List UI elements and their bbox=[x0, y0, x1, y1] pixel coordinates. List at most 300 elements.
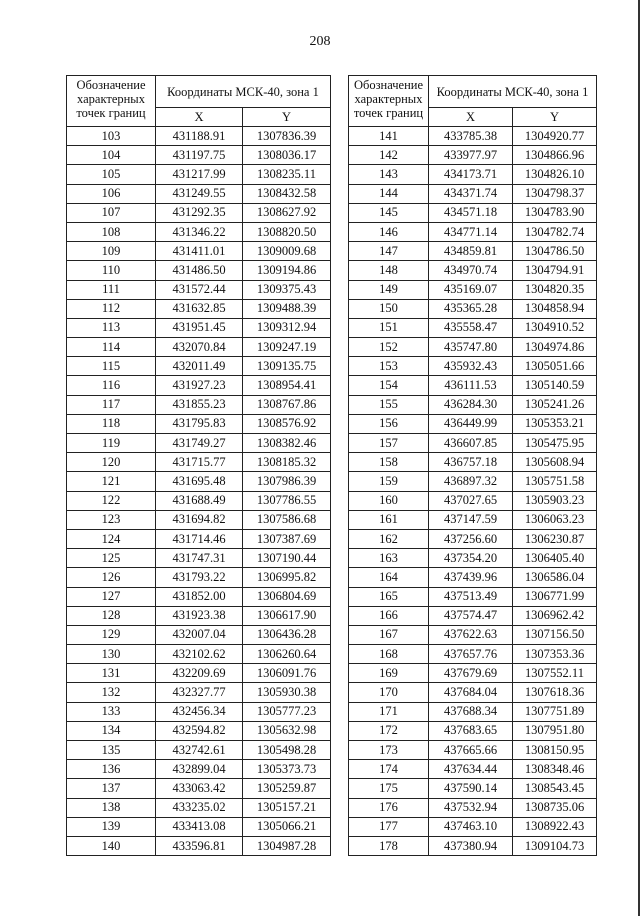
y-coordinate-cell: 1308543.45 bbox=[513, 779, 597, 798]
x-coordinate-cell: 434173.71 bbox=[429, 165, 513, 184]
point-number-cell: 154 bbox=[349, 376, 429, 395]
x-coordinate-cell: 432742.61 bbox=[156, 741, 243, 760]
table-row bbox=[349, 414, 597, 433]
point-number-cell: 116 bbox=[67, 376, 156, 395]
y-coordinate-cell: 1304910.52 bbox=[513, 318, 597, 337]
point-number-cell: 137 bbox=[67, 779, 156, 798]
table-row bbox=[67, 434, 331, 453]
table-row bbox=[349, 836, 597, 855]
table-row bbox=[67, 798, 331, 817]
point-number-cell: 170 bbox=[349, 683, 429, 702]
point-number-cell: 115 bbox=[67, 357, 156, 376]
y-coordinate-cell: 1305777.23 bbox=[243, 702, 331, 721]
table-row bbox=[67, 721, 331, 740]
y-coordinate-cell: 1308922.43 bbox=[513, 817, 597, 836]
table-row bbox=[67, 683, 331, 702]
y-coordinate-cell: 1306962.42 bbox=[513, 606, 597, 625]
x-coordinate-cell: 437439.96 bbox=[429, 568, 513, 587]
point-number-cell: 105 bbox=[67, 165, 156, 184]
y-coordinate-cell: 1305066.21 bbox=[243, 817, 331, 836]
y-coordinate-cell: 1305051.66 bbox=[513, 357, 597, 376]
y-coordinate-cell: 1305157.21 bbox=[243, 798, 331, 817]
x-coordinate-cell: 431632.85 bbox=[156, 299, 243, 318]
point-number-cell: 121 bbox=[67, 472, 156, 491]
point-number-cell: 122 bbox=[67, 491, 156, 510]
point-number-cell: 155 bbox=[349, 395, 429, 414]
x-coordinate-cell: 432070.84 bbox=[156, 338, 243, 357]
y-coordinate-cell: 1309312.94 bbox=[243, 318, 331, 337]
x-coordinate-cell: 437684.04 bbox=[429, 683, 513, 702]
x-coordinate-cell: 431852.00 bbox=[156, 587, 243, 606]
table-row bbox=[349, 529, 597, 548]
point-number-cell: 134 bbox=[67, 721, 156, 740]
x-coordinate-cell: 437256.60 bbox=[429, 529, 513, 548]
point-number-cell: 149 bbox=[349, 280, 429, 299]
point-designation-header: Обозначение характерных точек границ bbox=[349, 76, 429, 127]
table-row bbox=[67, 261, 331, 280]
y-coordinate-cell: 1306804.69 bbox=[243, 587, 331, 606]
table-row bbox=[67, 165, 331, 184]
x-coordinate-cell: 437354.20 bbox=[429, 549, 513, 568]
point-number-cell: 162 bbox=[349, 529, 429, 548]
x-coordinate-cell: 433596.81 bbox=[156, 836, 243, 855]
point-number-cell: 136 bbox=[67, 760, 156, 779]
x-coordinate-cell: 431793.22 bbox=[156, 568, 243, 587]
point-number-cell: 117 bbox=[67, 395, 156, 414]
point-number-cell: 113 bbox=[67, 318, 156, 337]
x-coordinate-cell: 433977.97 bbox=[429, 146, 513, 165]
y-coordinate-cell: 1308627.92 bbox=[243, 203, 331, 222]
point-number-cell: 118 bbox=[67, 414, 156, 433]
point-number-cell: 130 bbox=[67, 645, 156, 664]
y-coordinate-cell: 1307618.36 bbox=[513, 683, 597, 702]
x-coordinate-cell: 432209.69 bbox=[156, 664, 243, 683]
x-coordinate-cell: 431714.46 bbox=[156, 529, 243, 548]
x-coordinate-cell: 431715.77 bbox=[156, 453, 243, 472]
point-number-cell: 176 bbox=[349, 798, 429, 817]
table-row bbox=[349, 549, 597, 568]
x-coordinate-cell: 431855.23 bbox=[156, 395, 243, 414]
table-row bbox=[67, 280, 331, 299]
y-coordinate-cell: 1305751.58 bbox=[513, 472, 597, 491]
point-number-cell: 124 bbox=[67, 529, 156, 548]
point-number-cell: 133 bbox=[67, 702, 156, 721]
x-coordinate-cell: 433235.02 bbox=[156, 798, 243, 817]
table-row bbox=[67, 664, 331, 683]
y-coordinate-cell: 1308576.92 bbox=[243, 414, 331, 433]
table-row bbox=[67, 779, 331, 798]
table-row bbox=[349, 434, 597, 453]
point-number-cell: 152 bbox=[349, 338, 429, 357]
x-coordinate-cell: 432102.62 bbox=[156, 645, 243, 664]
table-row bbox=[349, 491, 597, 510]
point-number-cell: 110 bbox=[67, 261, 156, 280]
y-coordinate-cell: 1305930.38 bbox=[243, 683, 331, 702]
x-coordinate-cell: 431695.48 bbox=[156, 472, 243, 491]
y-coordinate-cell: 1305353.21 bbox=[513, 414, 597, 433]
y-coordinate-cell: 1305140.59 bbox=[513, 376, 597, 395]
point-number-cell: 151 bbox=[349, 318, 429, 337]
point-number-cell: 173 bbox=[349, 741, 429, 760]
y-coordinate-cell: 1308150.95 bbox=[513, 741, 597, 760]
x-coordinate-cell: 437688.34 bbox=[429, 702, 513, 721]
x-coordinate-cell: 431747.31 bbox=[156, 549, 243, 568]
x-coordinate-cell: 431486.50 bbox=[156, 261, 243, 280]
table-row bbox=[349, 664, 597, 683]
point-number-cell: 159 bbox=[349, 472, 429, 491]
point-number-cell: 157 bbox=[349, 434, 429, 453]
x-coordinate-cell: 435932.43 bbox=[429, 357, 513, 376]
table-row bbox=[349, 645, 597, 664]
x-coordinate-cell: 432011.49 bbox=[156, 357, 243, 376]
table-row bbox=[349, 453, 597, 472]
table-row bbox=[67, 760, 331, 779]
y-coordinate-cell: 1305373.73 bbox=[243, 760, 331, 779]
x-coordinate-cell: 437679.69 bbox=[429, 664, 513, 683]
y-coordinate-cell: 1305632.98 bbox=[243, 721, 331, 740]
x-coordinate-cell: 431795.83 bbox=[156, 414, 243, 433]
point-number-cell: 147 bbox=[349, 242, 429, 261]
point-number-cell: 143 bbox=[349, 165, 429, 184]
y-coordinate-cell: 1308432.58 bbox=[243, 184, 331, 203]
point-number-cell: 108 bbox=[67, 222, 156, 241]
y-header: Y bbox=[513, 108, 597, 127]
x-coordinate-cell: 434859.81 bbox=[429, 242, 513, 261]
point-number-cell: 148 bbox=[349, 261, 429, 280]
x-coordinate-cell: 432456.34 bbox=[156, 702, 243, 721]
y-coordinate-cell: 1307986.39 bbox=[243, 472, 331, 491]
y-coordinate-cell: 1307836.39 bbox=[243, 127, 331, 146]
x-coordinate-cell: 431923.38 bbox=[156, 606, 243, 625]
point-number-cell: 161 bbox=[349, 510, 429, 529]
table-row bbox=[67, 357, 331, 376]
table-row bbox=[67, 606, 331, 625]
y-coordinate-cell: 1308820.50 bbox=[243, 222, 331, 241]
table-row bbox=[67, 414, 331, 433]
table-row bbox=[349, 299, 597, 318]
y-coordinate-cell: 1306771.99 bbox=[513, 587, 597, 606]
y-coordinate-cell: 1304786.50 bbox=[513, 242, 597, 261]
table-row bbox=[349, 721, 597, 740]
table-row bbox=[67, 568, 331, 587]
point-number-cell: 144 bbox=[349, 184, 429, 203]
point-number-cell: 160 bbox=[349, 491, 429, 510]
table-row bbox=[349, 606, 597, 625]
y-coordinate-cell: 1307387.69 bbox=[243, 529, 331, 548]
point-number-cell: 103 bbox=[67, 127, 156, 146]
point-number-cell: 142 bbox=[349, 146, 429, 165]
y-coordinate-cell: 1308235.11 bbox=[243, 165, 331, 184]
y-coordinate-cell: 1306230.87 bbox=[513, 529, 597, 548]
x-coordinate-cell: 431951.45 bbox=[156, 318, 243, 337]
point-number-cell: 171 bbox=[349, 702, 429, 721]
y-coordinate-cell: 1307552.11 bbox=[513, 664, 597, 683]
point-number-cell: 107 bbox=[67, 203, 156, 222]
point-number-cell: 120 bbox=[67, 453, 156, 472]
table-row bbox=[349, 357, 597, 376]
table-row bbox=[349, 338, 597, 357]
point-number-cell: 119 bbox=[67, 434, 156, 453]
y-coordinate-cell: 1307190.44 bbox=[243, 549, 331, 568]
x-coordinate-cell: 431572.44 bbox=[156, 280, 243, 299]
y-coordinate-cell: 1306091.76 bbox=[243, 664, 331, 683]
table-row bbox=[67, 587, 331, 606]
point-number-cell: 112 bbox=[67, 299, 156, 318]
y-coordinate-cell: 1308735.06 bbox=[513, 798, 597, 817]
point-number-cell: 158 bbox=[349, 453, 429, 472]
table-row bbox=[349, 242, 597, 261]
x-coordinate-cell: 436607.85 bbox=[429, 434, 513, 453]
y-coordinate-cell: 1306617.90 bbox=[243, 606, 331, 625]
y-coordinate-cell: 1309488.39 bbox=[243, 299, 331, 318]
table-row bbox=[67, 510, 331, 529]
point-number-cell: 145 bbox=[349, 203, 429, 222]
x-coordinate-cell: 437380.94 bbox=[429, 836, 513, 855]
coordinates-header: Координаты МСК-40, зона 1 bbox=[156, 76, 331, 108]
y-coordinate-cell: 1306436.28 bbox=[243, 625, 331, 644]
x-coordinate-cell: 437657.76 bbox=[429, 645, 513, 664]
point-number-cell: 128 bbox=[67, 606, 156, 625]
point-number-cell: 109 bbox=[67, 242, 156, 261]
table-body bbox=[349, 127, 597, 856]
point-number-cell: 172 bbox=[349, 721, 429, 740]
table-row bbox=[67, 549, 331, 568]
y-coordinate-cell: 1304866.96 bbox=[513, 146, 597, 165]
point-number-cell: 177 bbox=[349, 817, 429, 836]
point-number-cell: 178 bbox=[349, 836, 429, 855]
point-number-cell: 111 bbox=[67, 280, 156, 299]
point-number-cell: 146 bbox=[349, 222, 429, 241]
x-header: X bbox=[156, 108, 243, 127]
x-header: X bbox=[429, 108, 513, 127]
table-row bbox=[349, 568, 597, 587]
x-coordinate-cell: 436757.18 bbox=[429, 453, 513, 472]
y-coordinate-cell: 1304974.86 bbox=[513, 338, 597, 357]
x-coordinate-cell: 437147.59 bbox=[429, 510, 513, 529]
table-row bbox=[349, 165, 597, 184]
y-coordinate-cell: 1304920.77 bbox=[513, 127, 597, 146]
point-number-cell: 132 bbox=[67, 683, 156, 702]
point-number-cell: 135 bbox=[67, 741, 156, 760]
x-coordinate-cell: 437634.44 bbox=[429, 760, 513, 779]
x-coordinate-cell: 431188.91 bbox=[156, 127, 243, 146]
point-number-cell: 138 bbox=[67, 798, 156, 817]
x-coordinate-cell: 432899.04 bbox=[156, 760, 243, 779]
y-coordinate-cell: 1305498.28 bbox=[243, 741, 331, 760]
table-row bbox=[349, 318, 597, 337]
table-row bbox=[67, 395, 331, 414]
point-number-cell: 150 bbox=[349, 299, 429, 318]
table-row bbox=[349, 587, 597, 606]
table-row bbox=[67, 338, 331, 357]
table-row bbox=[67, 645, 331, 664]
table-row bbox=[349, 395, 597, 414]
x-coordinate-cell: 435169.07 bbox=[429, 280, 513, 299]
y-coordinate-cell: 1308348.46 bbox=[513, 760, 597, 779]
x-coordinate-cell: 437683.65 bbox=[429, 721, 513, 740]
y-coordinate-cell: 1307951.80 bbox=[513, 721, 597, 740]
table-row bbox=[67, 741, 331, 760]
table-row bbox=[67, 318, 331, 337]
page-number: 208 bbox=[309, 34, 331, 49]
table-row bbox=[67, 184, 331, 203]
x-coordinate-cell: 431249.55 bbox=[156, 184, 243, 203]
table-row bbox=[349, 760, 597, 779]
y-coordinate-cell: 1309194.86 bbox=[243, 261, 331, 280]
point-number-cell: 156 bbox=[349, 414, 429, 433]
x-coordinate-cell: 433785.38 bbox=[429, 127, 513, 146]
y-coordinate-cell: 1307786.55 bbox=[243, 491, 331, 510]
table-row bbox=[349, 779, 597, 798]
y-coordinate-cell: 1308382.46 bbox=[243, 434, 331, 453]
point-number-cell: 169 bbox=[349, 664, 429, 683]
x-coordinate-cell: 434771.14 bbox=[429, 222, 513, 241]
point-number-cell: 164 bbox=[349, 568, 429, 587]
table-row bbox=[67, 625, 331, 644]
x-coordinate-cell: 431694.82 bbox=[156, 510, 243, 529]
point-number-cell: 166 bbox=[349, 606, 429, 625]
point-number-cell: 174 bbox=[349, 760, 429, 779]
coordinates-header: Координаты МСК-40, зона 1 bbox=[429, 76, 597, 108]
y-coordinate-cell: 1304798.37 bbox=[513, 184, 597, 203]
y-coordinate-cell: 1305259.87 bbox=[243, 779, 331, 798]
point-number-cell: 165 bbox=[349, 587, 429, 606]
x-coordinate-cell: 436111.53 bbox=[429, 376, 513, 395]
point-number-cell: 114 bbox=[67, 338, 156, 357]
point-number-cell: 126 bbox=[67, 568, 156, 587]
table-row bbox=[349, 280, 597, 299]
table-body bbox=[67, 127, 331, 856]
y-coordinate-cell: 1308036.17 bbox=[243, 146, 331, 165]
x-coordinate-cell: 437532.94 bbox=[429, 798, 513, 817]
point-number-cell: 175 bbox=[349, 779, 429, 798]
table-row bbox=[349, 472, 597, 491]
x-coordinate-cell: 433413.08 bbox=[156, 817, 243, 836]
x-coordinate-cell: 432327.77 bbox=[156, 683, 243, 702]
table-row bbox=[349, 376, 597, 395]
y-coordinate-cell: 1304820.35 bbox=[513, 280, 597, 299]
y-coordinate-cell: 1305903.23 bbox=[513, 491, 597, 510]
x-coordinate-cell: 435747.80 bbox=[429, 338, 513, 357]
coordinates-table-right bbox=[348, 75, 597, 856]
table-row bbox=[67, 376, 331, 395]
y-coordinate-cell: 1307751.89 bbox=[513, 702, 597, 721]
y-coordinate-cell: 1305475.95 bbox=[513, 434, 597, 453]
y-coordinate-cell: 1306586.04 bbox=[513, 568, 597, 587]
table-row bbox=[349, 222, 597, 241]
x-coordinate-cell: 433063.42 bbox=[156, 779, 243, 798]
point-designation-header: Обозначение характерных точек границ bbox=[67, 76, 156, 127]
x-coordinate-cell: 437463.10 bbox=[429, 817, 513, 836]
y-coordinate-cell: 1307586.68 bbox=[243, 510, 331, 529]
table-row bbox=[349, 741, 597, 760]
table-row bbox=[67, 836, 331, 855]
x-coordinate-cell: 432007.04 bbox=[156, 625, 243, 644]
table-row bbox=[67, 453, 331, 472]
table-row bbox=[67, 472, 331, 491]
x-coordinate-cell: 435365.28 bbox=[429, 299, 513, 318]
table-row bbox=[349, 184, 597, 203]
point-number-cell: 131 bbox=[67, 664, 156, 683]
y-coordinate-cell: 1307353.36 bbox=[513, 645, 597, 664]
y-coordinate-cell: 1309375.43 bbox=[243, 280, 331, 299]
y-coordinate-cell: 1304826.10 bbox=[513, 165, 597, 184]
x-coordinate-cell: 434571.18 bbox=[429, 203, 513, 222]
table-row bbox=[67, 529, 331, 548]
table-row bbox=[67, 203, 331, 222]
y-header: Y bbox=[243, 108, 331, 127]
table-row bbox=[349, 625, 597, 644]
x-coordinate-cell: 431197.75 bbox=[156, 146, 243, 165]
x-coordinate-cell: 431292.35 bbox=[156, 203, 243, 222]
y-coordinate-cell: 1309247.19 bbox=[243, 338, 331, 357]
point-number-cell: 163 bbox=[349, 549, 429, 568]
y-coordinate-cell: 1306405.40 bbox=[513, 549, 597, 568]
table-row bbox=[67, 817, 331, 836]
x-coordinate-cell: 431749.27 bbox=[156, 434, 243, 453]
x-coordinate-cell: 434970.74 bbox=[429, 261, 513, 280]
table-row bbox=[349, 683, 597, 702]
point-number-cell: 139 bbox=[67, 817, 156, 836]
y-coordinate-cell: 1304987.28 bbox=[243, 836, 331, 855]
x-coordinate-cell: 431411.01 bbox=[156, 242, 243, 261]
x-coordinate-cell: 431346.22 bbox=[156, 222, 243, 241]
y-coordinate-cell: 1306995.82 bbox=[243, 568, 331, 587]
y-coordinate-cell: 1304783.90 bbox=[513, 203, 597, 222]
x-coordinate-cell: 431688.49 bbox=[156, 491, 243, 510]
x-coordinate-cell: 436284.30 bbox=[429, 395, 513, 414]
table-row bbox=[349, 817, 597, 836]
point-number-cell: 140 bbox=[67, 836, 156, 855]
table-row bbox=[67, 702, 331, 721]
y-coordinate-cell: 1304782.74 bbox=[513, 222, 597, 241]
point-number-cell: 141 bbox=[349, 127, 429, 146]
y-coordinate-cell: 1309135.75 bbox=[243, 357, 331, 376]
y-coordinate-cell: 1304794.91 bbox=[513, 261, 597, 280]
y-coordinate-cell: 1309009.68 bbox=[243, 242, 331, 261]
y-coordinate-cell: 1307156.50 bbox=[513, 625, 597, 644]
x-coordinate-cell: 437622.63 bbox=[429, 625, 513, 644]
coordinates-table-left bbox=[66, 75, 331, 856]
x-coordinate-cell: 436449.99 bbox=[429, 414, 513, 433]
table-row bbox=[349, 127, 597, 146]
table-row bbox=[349, 203, 597, 222]
point-number-cell: 153 bbox=[349, 357, 429, 376]
y-coordinate-cell: 1306063.23 bbox=[513, 510, 597, 529]
point-number-cell: 125 bbox=[67, 549, 156, 568]
y-coordinate-cell: 1308767.86 bbox=[243, 395, 331, 414]
x-coordinate-cell: 431927.23 bbox=[156, 376, 243, 395]
y-coordinate-cell: 1309104.73 bbox=[513, 836, 597, 855]
table-row bbox=[349, 798, 597, 817]
x-coordinate-cell: 437513.49 bbox=[429, 587, 513, 606]
table-row bbox=[67, 491, 331, 510]
x-coordinate-cell: 435558.47 bbox=[429, 318, 513, 337]
table-row bbox=[67, 146, 331, 165]
x-coordinate-cell: 431217.99 bbox=[156, 165, 243, 184]
point-number-cell: 129 bbox=[67, 625, 156, 644]
table-row bbox=[67, 127, 331, 146]
table-row bbox=[349, 702, 597, 721]
x-coordinate-cell: 432594.82 bbox=[156, 721, 243, 740]
point-number-cell: 123 bbox=[67, 510, 156, 529]
table-row bbox=[349, 261, 597, 280]
point-number-cell: 167 bbox=[349, 625, 429, 644]
x-coordinate-cell: 437574.47 bbox=[429, 606, 513, 625]
y-coordinate-cell: 1305241.26 bbox=[513, 395, 597, 414]
x-coordinate-cell: 434371.74 bbox=[429, 184, 513, 203]
y-coordinate-cell: 1305608.94 bbox=[513, 453, 597, 472]
